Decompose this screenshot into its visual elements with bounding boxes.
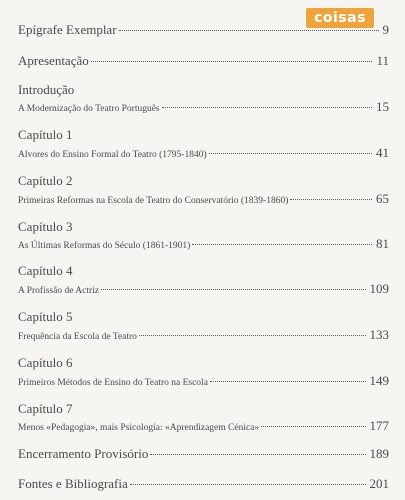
dot-leader	[210, 381, 366, 382]
toc-entry-capitulo-3	[18, 236, 389, 252]
toc-entry-page: 133	[369, 327, 389, 342]
toc-heading-capitulo-1: Capítulo 1	[18, 127, 73, 142]
toc-entry-page: 15	[376, 99, 389, 114]
toc-heading-capitulo-5: Capítulo 5	[18, 309, 73, 324]
dot-leader	[209, 153, 372, 154]
toc-entry-encerramento	[18, 446, 389, 462]
toc-heading-capitulo-2: Capítulo 2	[18, 173, 73, 188]
toc-entry-capitulo-5	[18, 327, 389, 343]
dot-leader	[192, 244, 372, 245]
toc-entry-capitulo-6	[18, 373, 389, 389]
toc-entry-page: 109	[369, 281, 389, 296]
toc-entry-title: Alvores do Ensino Formal do Teatro (1795-1840)	[18, 150, 207, 160]
toc-entry-page: 11	[376, 53, 389, 68]
dot-leader	[290, 199, 372, 200]
dot-leader	[162, 107, 372, 108]
dot-leader	[91, 61, 373, 62]
toc-entry-title: Primeiras Reformas na Escola de Teatro do Conservatório (1839-1860)	[18, 196, 289, 206]
toc-entry-title: A Modernização do Teatro Português	[18, 104, 160, 114]
toc-entry-title: Frequência da Escola de Teatro	[18, 332, 137, 342]
toc-entry-page: 149	[369, 373, 389, 388]
toc-entry-title: Primeiros Métodos de Ensino do Teatro na Escola	[18, 378, 208, 388]
toc-heading-capitulo-3: Capítulo 3	[18, 219, 73, 234]
toc-entry-page: 201	[369, 476, 389, 491]
toc-entry-page: 41	[376, 145, 389, 160]
toc-entry-fontes	[18, 476, 389, 492]
toc-entry-epigrafe	[18, 22, 389, 38]
dot-leader	[101, 289, 365, 290]
dot-leader	[130, 484, 366, 485]
dot-leader	[139, 335, 366, 336]
dot-leader	[261, 426, 365, 427]
toc-entry-introducao	[18, 99, 389, 115]
toc-entry-capitulo-4	[18, 281, 389, 297]
toc-entry-page: 189	[369, 446, 389, 461]
toc-entry-title: Menos «Pedagogia», mais Psicologia: «Aprendizagem Cénica»	[18, 423, 260, 433]
toc-entry-title: Apresentação	[18, 53, 89, 68]
toc-entry-capitulo-1	[18, 145, 389, 161]
toc-entry-capitulo-2	[18, 191, 389, 207]
toc-entry-page: 9	[382, 22, 389, 37]
watermark-logo-text: coisas	[314, 10, 366, 26]
toc-heading-introducao: Introdução	[18, 82, 75, 97]
toc-heading-capitulo-4: Capítulo 4	[18, 263, 73, 278]
toc-entry-apresentacao	[18, 53, 389, 69]
dot-leader	[150, 454, 365, 455]
toc-entry-title: Fontes e Bibliografia	[18, 476, 128, 491]
toc-entry-page: 65	[376, 191, 389, 206]
toc-entry-title: Epígrafe Exemplar	[18, 22, 117, 37]
toc-heading-capitulo-7: Capítulo 7	[18, 401, 73, 416]
toc-entry-page: 81	[376, 236, 389, 251]
toc-entry-title: A Profissão de Actriz	[18, 286, 100, 296]
toc-entry-page: 177	[369, 418, 389, 433]
toc-entry-capitulo-7	[18, 418, 389, 434]
dot-leader	[119, 30, 379, 31]
toc-heading-capitulo-6: Capítulo 6	[18, 355, 73, 370]
toc-entry-title: Encerramento Provisório	[18, 446, 149, 461]
toc-entry-title: As Últimas Reformas do Século (1861-1901)	[18, 241, 191, 251]
